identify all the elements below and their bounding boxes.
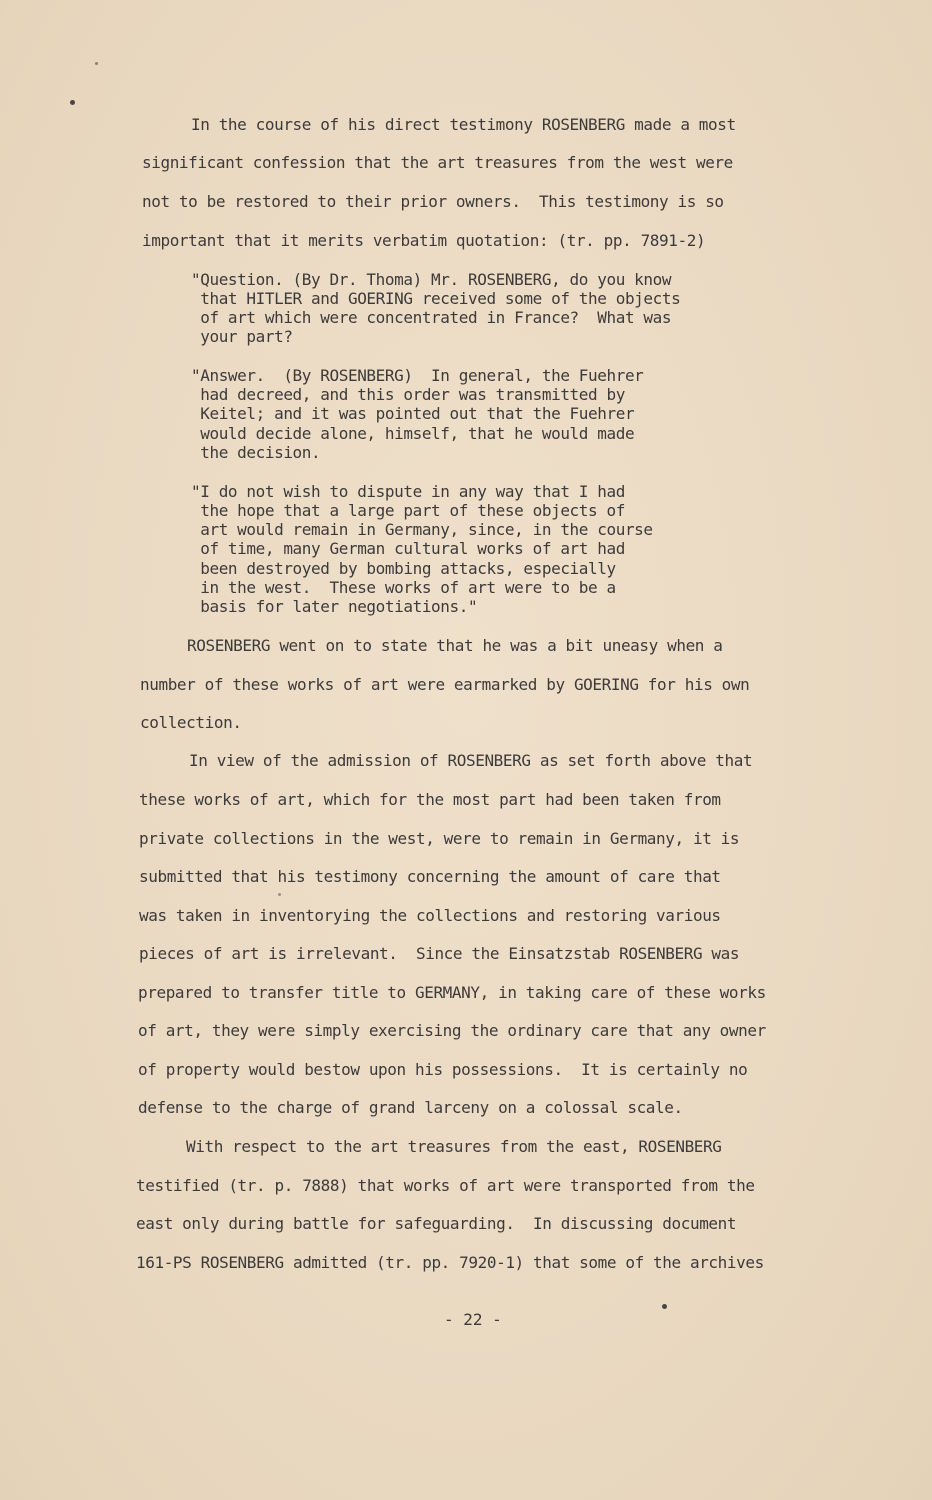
body-text-line: number of these works of art were earmarked by GOERING for his own [140,675,750,694]
quote-text-line: had decreed, and this order was transmitted by [191,385,625,404]
body-text-line: was taken in inventorying the collections and restoring various [139,906,721,925]
quote-text-line: of art which were concentrated in France? What was [191,308,672,327]
paper-speck [662,1304,667,1309]
quote-text-line: that HITLER and GOERING received some of the objects [191,289,681,308]
quote-text-line: of time, many German cultural works of art had [191,539,625,558]
paper-speck [278,893,281,896]
body-text-line: 161-PS ROSENBERG admitted (tr. pp. 7920-1) that some of the archives [136,1253,764,1272]
quote-text-line: would decide alone, himself, that he would made [191,424,635,443]
body-text-line: important that it merits verbatim quotation: (tr. pp. 7891-2) [142,231,706,250]
paper-speck [95,62,98,65]
body-text-line: significant confession that the art treasures from the west were [142,153,733,172]
body-text-line: of property would bestow upon his possessions. It is certainly no [138,1060,748,1079]
paper-speck [70,100,75,105]
body-text-line: In view of the admission of ROSENBERG as set forth above that [189,751,753,770]
page-number: - 22 - [444,1310,502,1329]
body-text-line: In the course of his direct testimony ROSENBERG made a most [191,115,736,134]
quote-text-line: the decision. [191,443,321,462]
body-text-line: With respect to the art treasures from the east, ROSENBERG [186,1137,722,1156]
quote-text-line: art would remain in Germany, since, in the course [191,520,653,539]
quote-text-line: the hope that a large part of these objects of [191,501,625,520]
body-text-line: ROSENBERG went on to state that he was a bit uneasy when a [187,636,723,655]
quote-text-line: your part? [191,327,293,346]
body-text-line: defense to the charge of grand larceny on a colossal scale. [138,1098,683,1117]
body-text-line: collection. [140,713,242,732]
body-text-line: these works of art, which for the most part had been taken from [139,790,721,809]
body-text-line: pieces of art is irrelevant. Since the Einsatzstab ROSENBERG was [139,944,740,963]
quote-text-line: Keitel; and it was pointed out that the Fuehrer [191,404,635,423]
body-text-line: private collections in the west, were to remain in Germany, it is [139,829,740,848]
quote-text-line: "I do not wish to dispute in any way that I had [191,482,625,501]
quote-text-line: in the west. These works of art were to be a [191,578,616,597]
quote-text-line: "Answer. (By ROSENBERG) In general, the Fuehrer [191,366,644,385]
body-text-line: testified (tr. p. 7888) that works of art were transported from the [136,1176,755,1195]
body-text-line: prepared to transfer title to GERMANY, in taking care of these works [138,983,766,1002]
quote-text-line: basis for later negotiations." [191,597,478,616]
body-text-line: east only during battle for safeguarding. In discussing document [136,1214,737,1233]
body-text-line: submitted that his testimony concerning the amount of care that [139,867,721,886]
body-text-line: of art, they were simply exercising the ordinary care that any owner [138,1021,766,1040]
body-text-line: not to be restored to their prior owners. This testimony is so [142,192,724,211]
quote-text-line: been destroyed by bombing attacks, especially [191,559,616,578]
quote-text-line: "Question. (By Dr. Thoma) Mr. ROSENBERG, do you know [191,270,672,289]
